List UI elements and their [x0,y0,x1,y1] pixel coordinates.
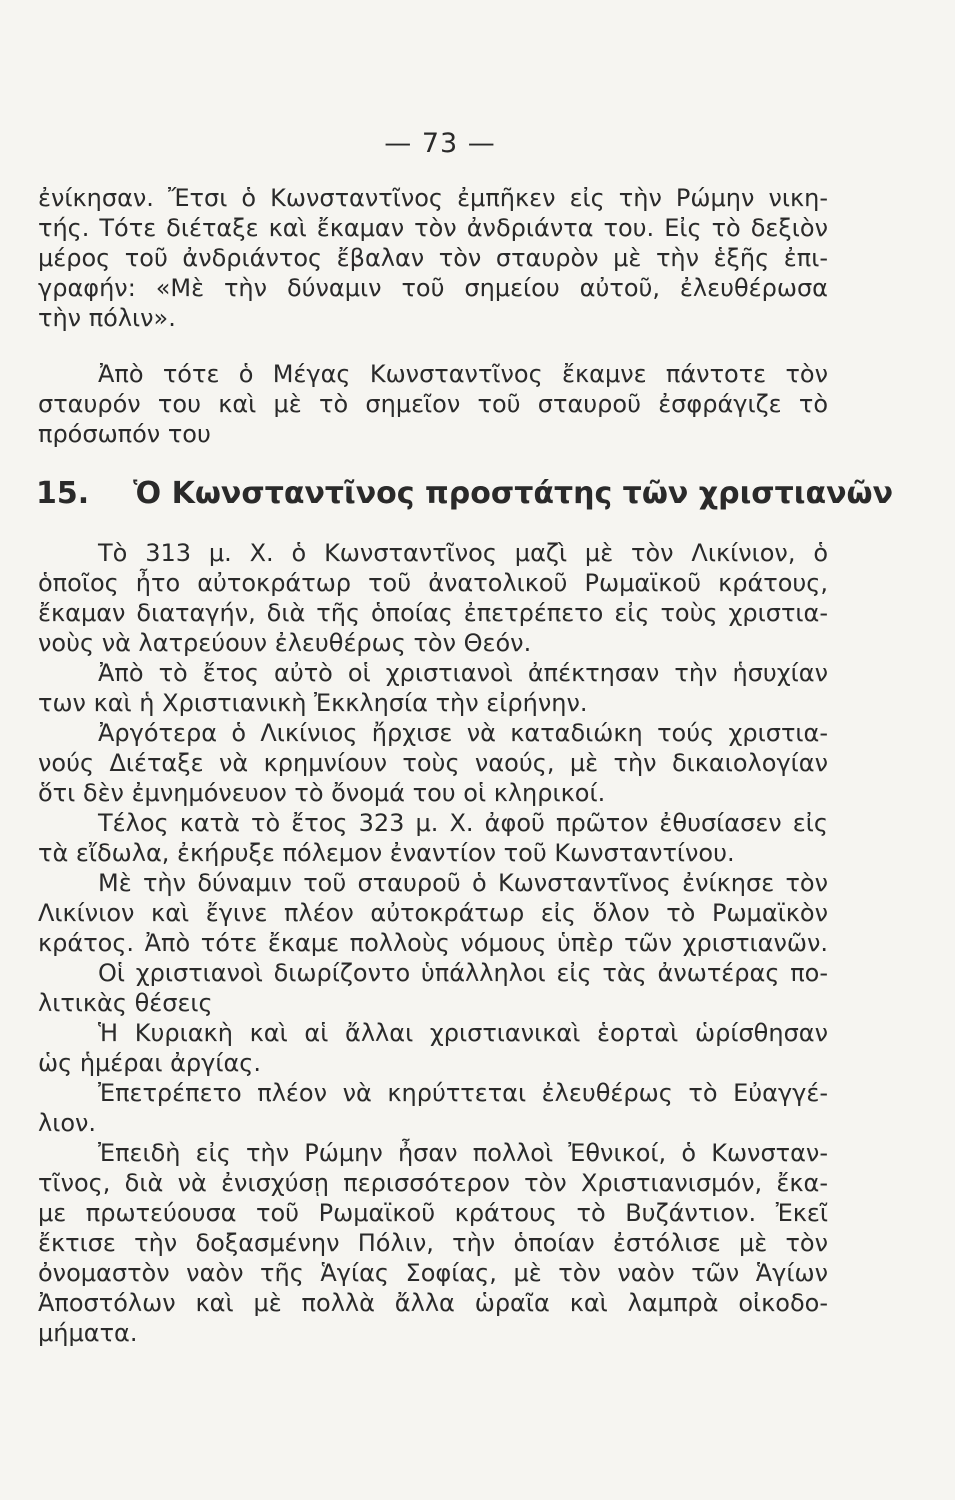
text-line: τὴν πόλιν». [38,304,176,332]
text-line: Ἀργότερα ὁ Λικίνιος ἤρχισε νὰ καταδιώκη τούς χριστια- [98,719,828,747]
text-line: ἔκαμαν διαταγήν, διὰ τῆς ὁποίας ἐπετρέπετο εἰς τοὺς χριστια- [38,599,828,627]
text-block-continued [38,183,828,333]
text-line: ἔκτισε τὴν δοξασμένην Πόλιν, τὴν ὁποίαν ἐστόλισε μὲ τὸν [38,1229,828,1257]
text-line: τὰ εἴδωλα, ἐκήρυξε πόλεμον ἐναντίον τοῦ Κωνσταντίνου. [38,839,735,867]
text-line: ὡς ἡμέραι ἀργίας. [38,1049,261,1077]
text-line: πρόσωπόν του [38,420,211,448]
text-line: λιον. [38,1109,97,1137]
text-line: λιτικὰς θέσεις [38,989,213,1017]
text-line: ὀνομαστὸν ναὸν τῆς Ἁγίας Σοφίας, μὲ τὸν ναὸν τῶν Ἁγίων [38,1259,828,1287]
text-line: μέρος τοῦ ἀνδριάντος ἔβαλαν τὸν σταυρὸν μὲ τὴν ἑξῆς ἐπι- [38,244,828,272]
text-line: Ἀπὸ τότε ὁ Μέγας Κωνσταντῖνος ἔκαμνε πάντοτε τὸν [98,360,828,388]
section-number: 15. [36,476,90,511]
text-line: Ἀποστόλων καὶ μὲ πολλὰ ἄλλα ὡραῖα καὶ λαμπρὰ οἰκοδο- [38,1289,828,1317]
text-line: Ἡ Κυριακὴ καὶ αἱ ἄλλαι χριστιανικαὶ ἑορταὶ ὡρίσθησαν [98,1019,828,1047]
text-line: Τέλος κατὰ τὸ ἔτος 323 μ. Χ. ἀφοῦ πρῶτον ἐθυσίασεν εἰς [98,809,828,837]
section-body [38,538,828,1348]
text-line: ἐνίκησαν. Ἔτσι ὁ Κωνσταντῖνος ἐμπῆκεν εἰς τὴν Ρώμην νικη- [38,184,828,212]
section-heading [36,476,894,511]
text-line: Μὲ τὴν δύναμιν τοῦ σταυροῦ ὁ Κωνσταντῖνος ἐνίκησε τὸν [98,869,828,897]
text-line: Οἱ χριστιανοὶ διωρίζοντο ὑπάλληλοι εἰς τὰς ἀνωτέρας πο- [98,959,828,987]
text-line: ὁποῖος ἦτο αὐτοκράτωρ τοῦ ἀνατολικοῦ Ρωμαϊκοῦ κράτους, [38,569,828,597]
page-number: — 73 — [384,128,496,159]
text-line: τής. Τότε διέταξε καὶ ἔκαμαν τὸν ἀνδριάντα του. Εἰς τὸ δεξιὸν [38,214,828,242]
text-line: των καὶ ἡ Χριστιανικὴ Ἐκκλησία τὴν εἰρήνην. [38,689,588,717]
text-line: γραφήν: «Μὲ τὴν δύναμιν τοῦ σημείου αὐτοῦ, ἐλευθέρωσα [38,274,828,302]
text-line: τῖνος, διὰ νὰ ἐνισχύσῃ περισσότερον τὸν Χριστιανισμόν, ἔκα- [38,1169,828,1197]
section-title: Ὁ Κωνσταντῖνος προστάτης τῶν χριστιανῶν [133,476,894,511]
text-line: μήματα. [38,1319,138,1347]
text-line: ὅτι δὲν ἐμνημόνευον τὸ ὄνομά του οἱ κληρικοί. [38,779,606,807]
text-line: Ἀπὸ τὸ ἔτος αὐτὸ οἱ χριστιανοὶ ἀπέκτησαν τὴν ἡσυχίαν [98,659,828,687]
text-line: σταυρόν του καὶ μὲ τὸ σημεῖον τοῦ σταυροῦ ἐσφράγιζε τὸ [38,390,828,418]
text-line: Λικίνιον καὶ ἔγινε πλέον αὐτοκράτωρ εἰς ὅλον τὸ Ρωμαϊκὸν [38,899,828,927]
text-line: Ἐπετρέπετο πλέον νὰ κηρύττεται ἐλευθέρως τὸ Εὐαγγέ- [98,1079,828,1107]
text-line: νούς Διέταξε νὰ κρημνίουν τοὺς ναούς, μὲ τὴν δικαιολογίαν [38,749,828,777]
text-line: Ἐπειδὴ εἰς τὴν Ρώμην ἦσαν πολλοὶ Ἐθνικοί, ὁ Κωνσταν- [98,1139,828,1167]
paragraph-cross [38,359,828,449]
text-line: Τὸ 313 μ. Χ. ὁ Κωνσταντῖνος μαζὶ μὲ τὸν Λικίνιον, ὁ [98,539,828,567]
text-line: κράτος. Ἀπὸ τότε ἔκαμε πολλοὺς νόμους ὑπὲρ τῶν χριστιανῶν. [38,929,828,957]
text-line: νοὺς νὰ λατρεύουν ἐλευθέρως τὸν Θεόν. [38,629,532,657]
text-line: με πρωτεύουσα τοῦ Ρωμαϊκοῦ κράτους τὸ Βυζάντιον. Ἐκεῖ [38,1199,828,1227]
